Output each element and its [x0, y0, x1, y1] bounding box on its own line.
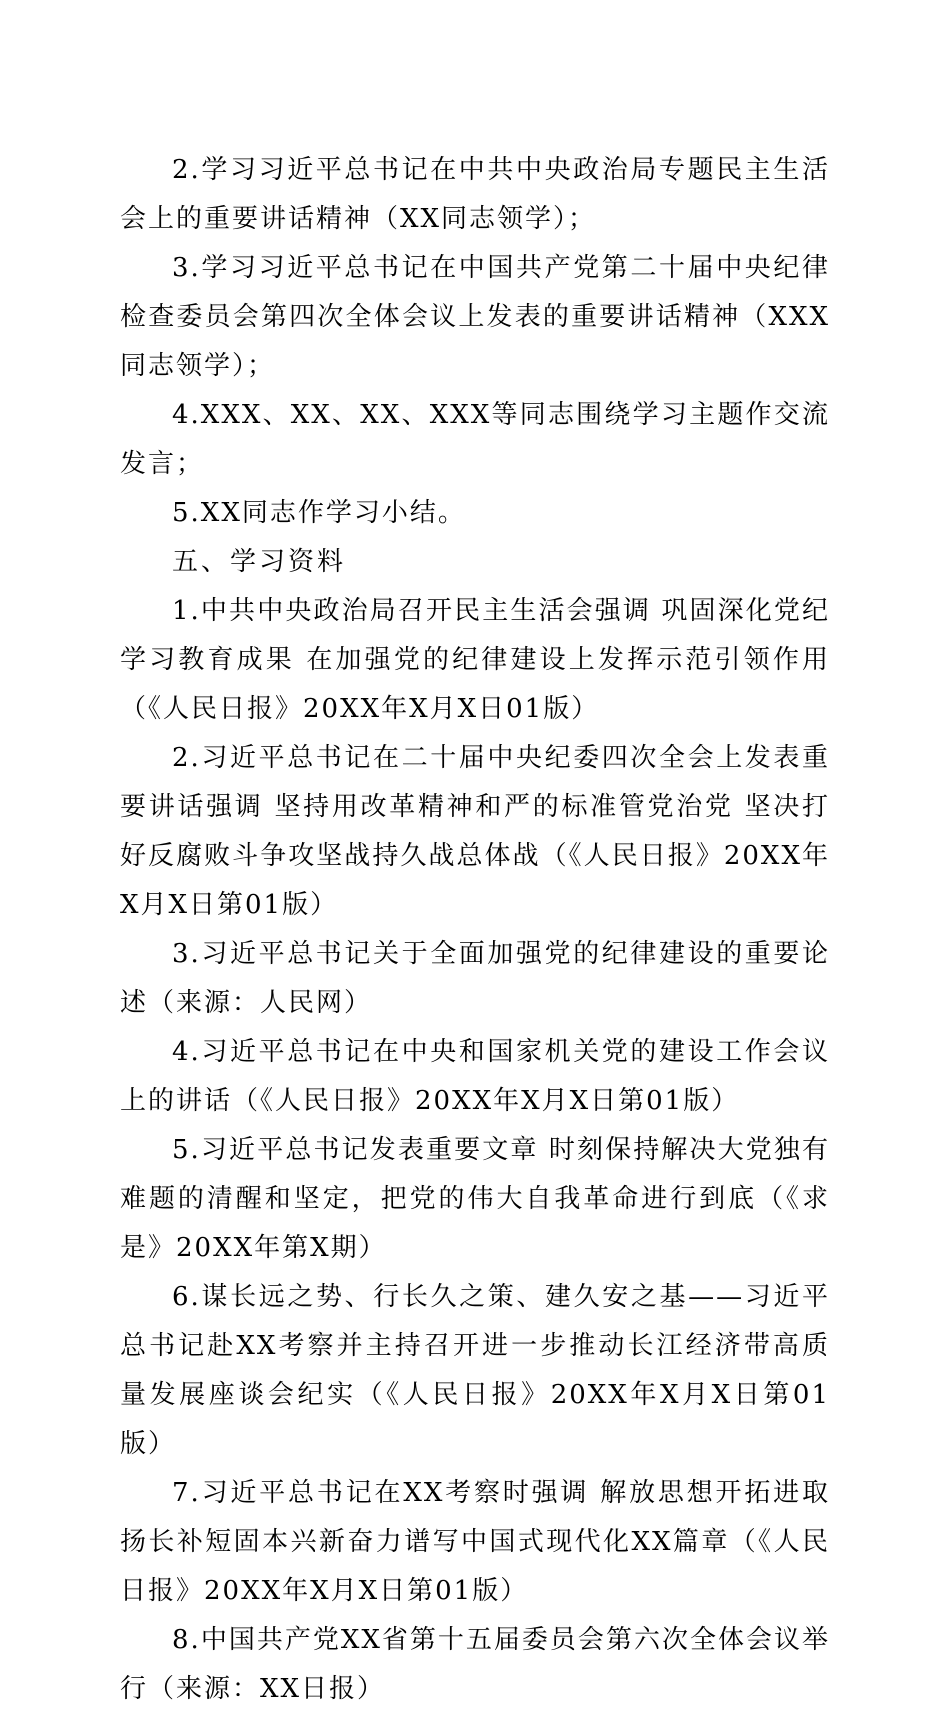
material-item-2: 2.习近平总书记在二十届中央纪委四次全会上发表重要讲话强调 坚持用改革精神和严的标准管党治党 坚决打好反腐败斗争攻坚战持久战总体战（《人民日报》20XX年X月X日第01版） [120, 743, 830, 920]
material-item-4: 4.习近平总书记在中央和国家机关党的建设工作会议上的讲话（《人民日报》20XX年X月X日第01版） [120, 1037, 830, 1116]
section-heading-study-materials: 五、学习资料 [172, 547, 347, 577]
agenda-item-5: 5.XX同志作学习小结。 [172, 498, 466, 528]
agenda-item-4: 4.XXX、XX、XX、XXX等同志围绕学习主题作交流发言； [120, 400, 830, 479]
material-item-5: 5.习近平总书记发表重要文章 时刻保持解决大党独有难题的清醒和坚定，把党的伟大自我革命进行到底（《求是》20XX年第X期） [120, 1135, 830, 1263]
material-item-3: 3.习近平总书记关于全面加强党的纪律建设的重要论述（来源：人民网） [120, 939, 830, 1018]
document-page [120, 146, 830, 1714]
agenda-item-3: 3.学习习近平总书记在中国共产党第二十届中央纪律检查委员会第四次全体会议上发表的重要讲话精神（XXX同志领学）； [120, 253, 830, 381]
agenda-item-2: 2.学习习近平总书记在中共中央政治局专题民主生活会上的重要讲话精神（XX同志领学）； [120, 155, 830, 234]
material-item-1: 1.中共中央政治局召开民主生活会强调 巩固深化党纪学习教育成果 在加强党的纪律建设上发挥示范引领作用（《人民日报》20XX年X月X日01版） [120, 596, 830, 724]
material-item-8: 8.中国共产党XX省第十五届委员会第六次全体会议举行（来源：XX日报） [120, 1625, 830, 1704]
material-item-6: 6.谋长远之势、行长久之策、建久安之基——习近平总书记赴XX考察并主持召开进一步推动长江经济带高质量发展座谈会纪实（《人民日报》20XX年X月X日第01版） [120, 1282, 830, 1459]
material-item-7: 7.习近平总书记在XX考察时强调 解放思想开拓进取扬长补短固本兴新奋力谱写中国式现代化XX篇章（《人民日报》20XX年X月X日第01版） [120, 1478, 830, 1606]
